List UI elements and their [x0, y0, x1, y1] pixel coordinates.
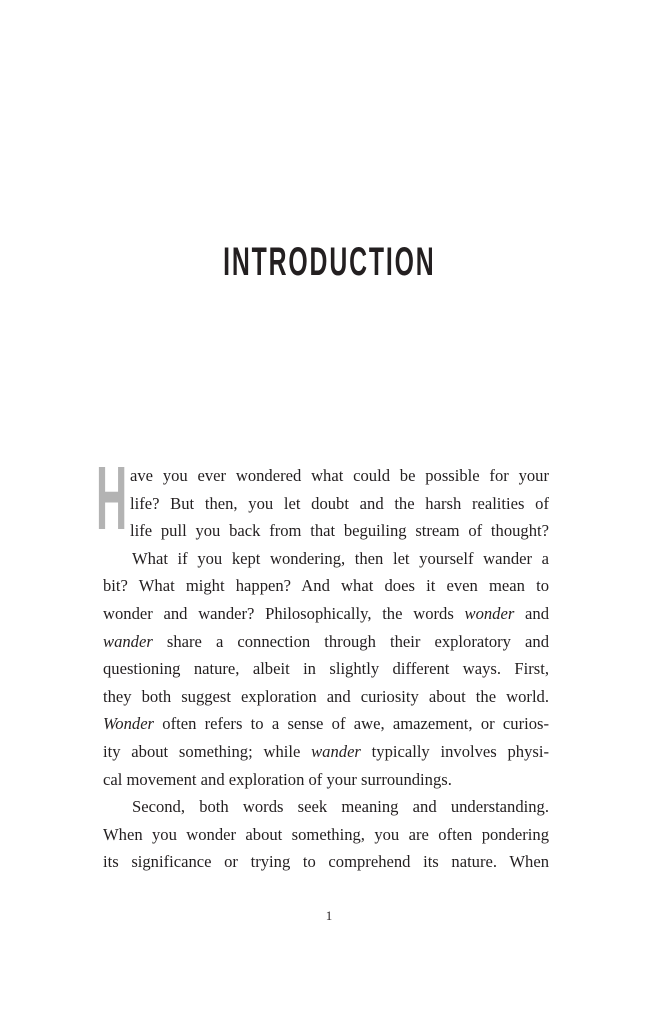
text-segment: questioning nature, albeit in slightly different ways. First,	[103, 659, 549, 679]
text-line	[103, 655, 549, 683]
text-segment: bit? What might happen? And what does it even mean to	[103, 576, 549, 596]
text-segment: ave you ever wondered what could be possible for your	[130, 466, 549, 485]
italic-text: wander	[103, 631, 153, 651]
text-line	[130, 462, 549, 490]
text-segment: often refers to a sense of awe, amazement, or curios-	[154, 714, 549, 734]
page-number: 1	[325, 908, 333, 923]
text-segment: share a connection through their exploratory and	[152, 631, 549, 651]
text-segment: typically involves physi-	[360, 741, 549, 761]
text-segment: life pull you back from that beguiling stream of thought?	[130, 521, 549, 541]
text-line	[103, 683, 549, 711]
italic-text: wander	[311, 741, 361, 761]
body-text	[103, 462, 549, 876]
text-line	[103, 628, 549, 656]
chapter-heading	[0, 240, 658, 284]
text-segment: What if you kept wondering, then let yourself wander a	[132, 548, 549, 568]
drop-cap: H	[96, 449, 128, 549]
text-segment: cal movement and exploration of your surroundings.	[103, 769, 452, 789]
text-line	[103, 738, 549, 766]
text-line	[103, 793, 549, 821]
text-segment: Second, both words seek meaning and understanding.	[132, 797, 549, 817]
text-line	[103, 572, 549, 600]
text-line	[103, 710, 549, 738]
chapter-title: INTRODUCTION	[222, 240, 436, 284]
text-segment: life? But then, you let doubt and the harsh realities of	[130, 493, 549, 513]
text-segment: ity about something; while	[103, 741, 312, 761]
text-segment: When you wonder about something, you are often pondering	[103, 824, 549, 844]
text-line	[103, 848, 549, 876]
italic-text: Wonder	[103, 714, 155, 734]
text-line	[103, 600, 549, 628]
text-segment: its significance or trying to comprehend its nature. When	[103, 852, 549, 872]
text-line	[103, 545, 549, 573]
text-line	[103, 766, 549, 794]
italic-text: wonder	[464, 603, 515, 623]
text-segment: and	[514, 603, 549, 623]
text-segment: wonder and wander? Philosophically, the words	[103, 603, 465, 623]
text-line	[130, 517, 549, 545]
text-line	[103, 821, 549, 849]
text-segment: they both suggest exploration and curiosity about the world.	[103, 686, 549, 706]
text-line	[130, 490, 549, 518]
